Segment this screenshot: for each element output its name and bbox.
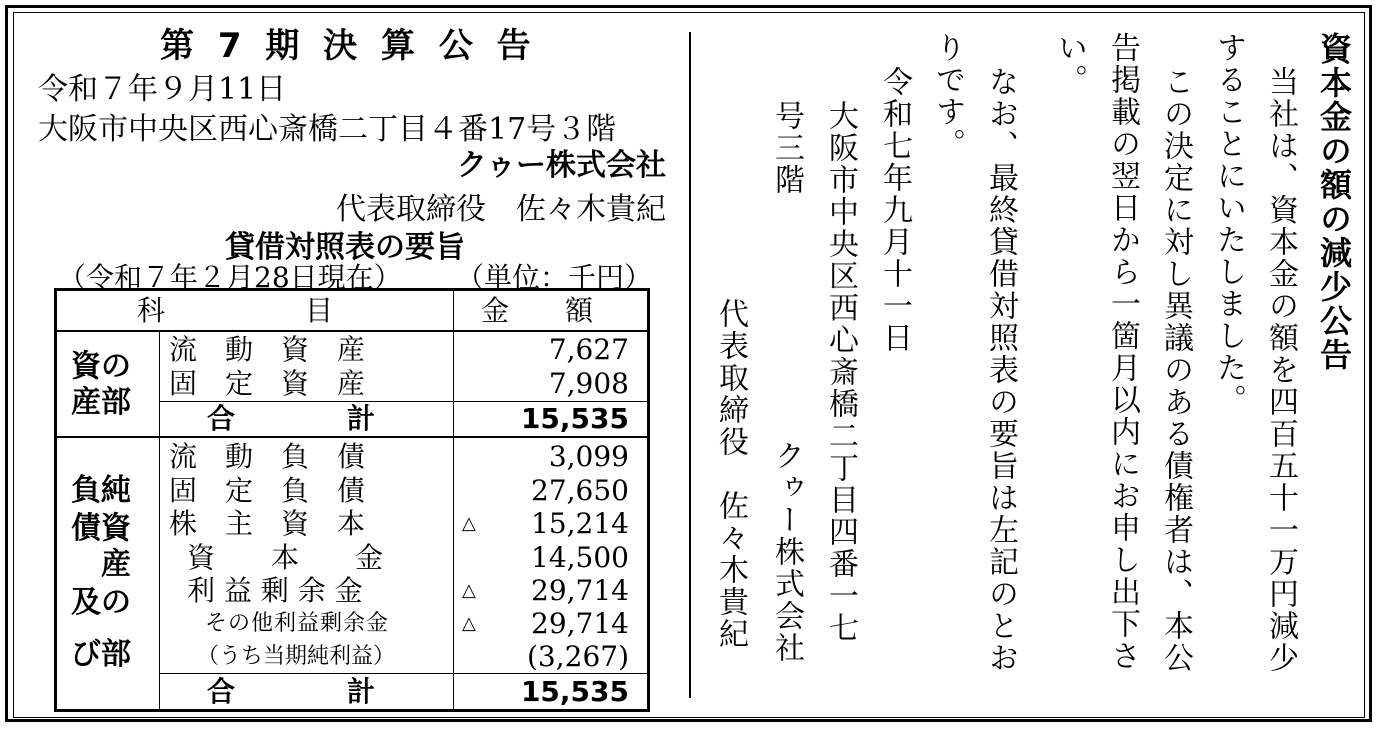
representative: 代表取締役 佐々木貴紀 xyxy=(336,192,666,227)
row-other-retained-mark: △ xyxy=(462,613,476,634)
reduction-company-name: クゥー株式会社 xyxy=(769,440,804,664)
balance-sheet-unit: （単位：千円） xyxy=(456,261,653,294)
row-retained-earnings-label: 利 益 剰 余 金 xyxy=(187,574,363,607)
settlement-title: 第 7 期 決 算 公 告 xyxy=(160,26,537,66)
row-shareholders-equity-amount: 15,214 xyxy=(531,507,629,540)
row-retained-earnings-mark: △ xyxy=(462,580,476,601)
row-other-retained-label: その他利益剰余金 xyxy=(205,611,390,636)
notice-body-line-1: 当社は、資本金の額を四百五十一万円減少 xyxy=(1263,66,1298,674)
notice-body-line-2: することにいたしました。 xyxy=(1211,32,1246,416)
row-liab-total-label: 合 計 xyxy=(207,675,376,708)
balance-sheet-table xyxy=(54,288,650,712)
liab-side-label-2: 債資 xyxy=(71,511,131,546)
row-shareholders-equity-mark: △ xyxy=(462,513,476,534)
row-net-income-label: （うち当期純利益） xyxy=(197,644,396,669)
reduction-address-line-1: 大阪市中央区西心斎橋二丁目四番一七 xyxy=(823,100,858,644)
row-net-income-amount: (3,267) xyxy=(526,640,629,673)
assets-side-label-1: 資の xyxy=(71,349,131,384)
assets-section-rule xyxy=(57,436,647,438)
row-other-retained-amount: 29,714 xyxy=(531,607,629,640)
row-shareholders-equity-label: 株 主 資 本 xyxy=(169,507,366,540)
row-fixed-liabilities-amount: 27,650 xyxy=(531,474,629,507)
row-current-assets-amount: 7,627 xyxy=(548,333,629,366)
company-name: クゥー株式会社 xyxy=(456,148,666,183)
header-rule xyxy=(57,330,647,332)
liab-side-label-4: 及の xyxy=(71,585,131,620)
row-fixed-liabilities-label: 固 定 負 債 xyxy=(169,474,366,507)
header-amount: 金 額 xyxy=(481,294,594,327)
row-fixed-assets-amount: 7,908 xyxy=(548,367,629,400)
row-assets-total-label: 合 計 xyxy=(207,402,376,435)
row-capital-amount: 14,500 xyxy=(531,541,629,574)
row-current-assets-label: 流 動 資 産 xyxy=(169,333,366,366)
row-current-liabilities-amount: 3,099 xyxy=(548,440,629,473)
row-assets-total-amount: 15,535 xyxy=(520,402,629,435)
side-label-rule xyxy=(159,331,160,709)
notice-date: 令和７年９月11日 xyxy=(38,72,287,107)
notice-body-line-6: なお、最終貸借対照表の要旨は左記のとお xyxy=(983,66,1018,674)
row-liab-total-amount: 15,535 xyxy=(520,675,629,708)
reduction-address-line-2: 号三階 xyxy=(769,100,804,196)
notice-body-line-5: い。 xyxy=(1052,32,1087,96)
row-retained-earnings-amount: 29,714 xyxy=(531,574,629,607)
liab-side-label-5: び部 xyxy=(71,637,131,672)
reduction-representative: 代表取締役 佐々木貴紀 xyxy=(713,298,748,650)
row-capital-label: 資 本 金 xyxy=(187,541,384,574)
header-item: 科 目 xyxy=(137,294,334,327)
company-address: 大阪市中央区西心斎橋二丁目４番17号３階 xyxy=(38,112,617,147)
liab-side-label-3: 産 xyxy=(71,547,131,582)
liab-side-label-1: 負純 xyxy=(71,473,131,508)
assets-side-label-2: 産部 xyxy=(71,385,131,420)
row-fixed-assets-label: 固 定 資 産 xyxy=(169,367,366,400)
notice-body-line-3: この決定に対し異議のある債権者は、本公 xyxy=(1158,66,1193,674)
amount-column-rule xyxy=(453,291,454,709)
notice-body-line-7: りです。 xyxy=(930,32,965,160)
balance-sheet-title: 貸借対照表の要旨 xyxy=(225,230,465,265)
capital-reduction-title: 資本金の額の減少公告 xyxy=(1315,32,1353,372)
notice-body-line-4: 告掲載の翌日から一箇月以内にお申し出下さ xyxy=(1105,32,1140,672)
balance-sheet-date: （令和７年２月28日現在） xyxy=(58,261,402,294)
row-current-liabilities-label: 流 動 負 債 xyxy=(169,440,366,473)
column-divider xyxy=(689,32,691,698)
reduction-notice-date: 令和七年九月十一日 xyxy=(877,66,912,354)
